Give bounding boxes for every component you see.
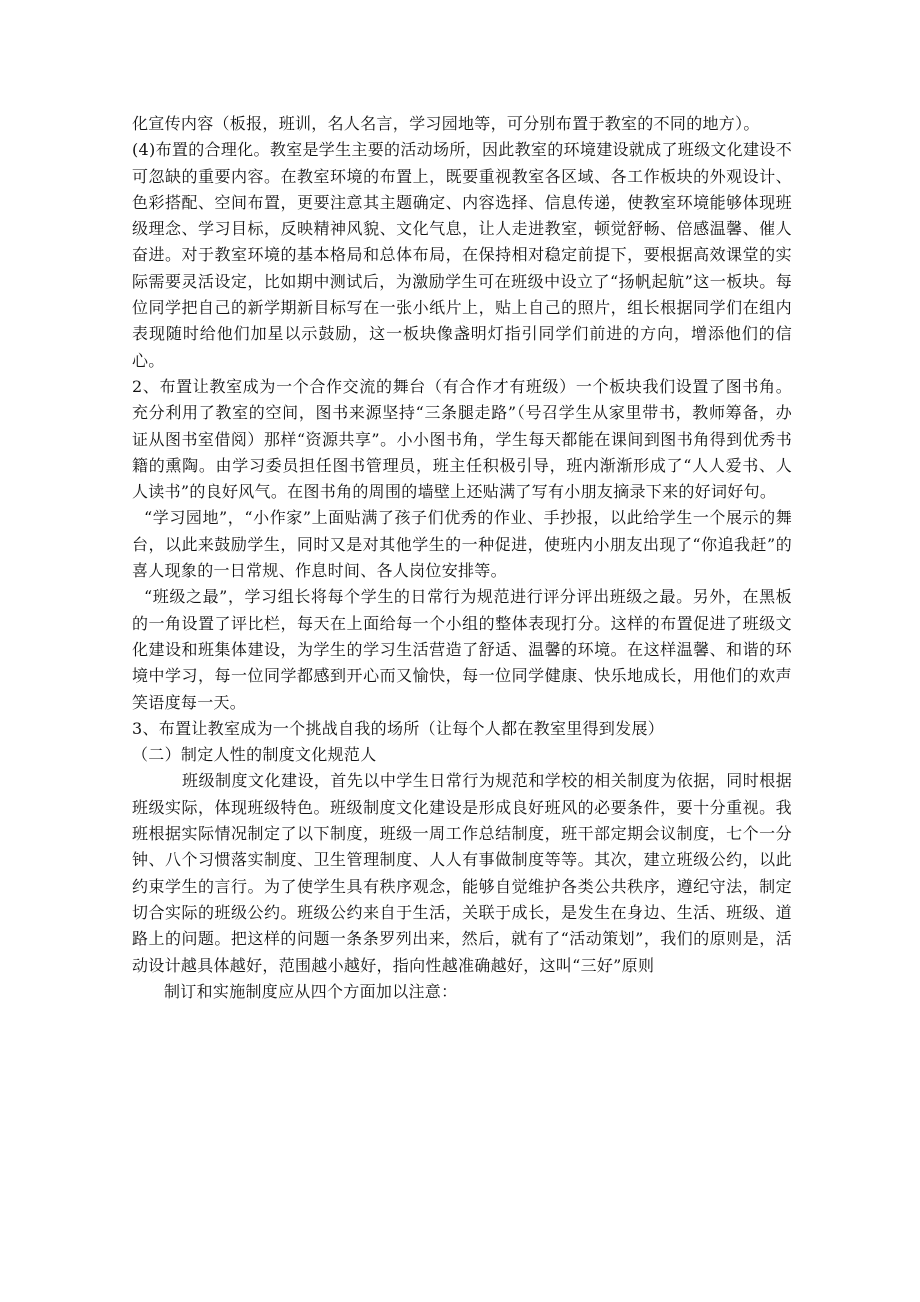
document-body — [132, 111, 792, 1005]
paragraph-continuation: 化宣传内容（板报，班训，名人名言，学习园地等，可分别布置于教室的不同的地方）。 — [132, 114, 760, 133]
paragraph-system-culture: 班级制度文化建设，首先以中学生日常行为规范和学校的相关制度为依据，同时根据班级实际，体现班级特色。班级制度文化建设是形成良好班风的必要条件，要十分重视。我班根据实际情况制定了以下制度，班级一周工作总结制度，班干部定期会议制度，七个一分钟、八个习惯落实制度、卫生管理制度、人人有事做制度等等。其次，建立班级公约，以此约束学生的言行。为了使学生具有秩序观念，能够自觉维护各类公共秩序，遵纪守法，制定切合实际的班级公约。班级公约来自于生活，关联于成长，是发生在身边、生活、班级、道路上的问题。把这样的问题一条条罗列出来，然后，就有了“活动策划”，我们的原则是，活动设计越具体越好，范围越小越好，指向性越准确越好，这叫“三好”原则 — [132, 771, 792, 975]
paragraph-class-best: “班级之最”，学习组长将每个学生的日常行为规范进行评分评出班级之最。另外，在黑板的一角设置了评比栏，每天在上面给每一个小组的整体表现打分。这样的布置促进了班级文化建设和班集体建设，为学生的学习生活营造了舒适、温馨的环境。在这样温馨、和谐的环境中学习，每一位同学都感到开心而又愉快，每一位同学健康、快乐地成长，用他们的欢声笑语度每一天。 — [132, 587, 792, 712]
paragraph-reading-corner: 2、布置让教室成为一个合作交流的舞台（有合作才有班级）一个板块我们设置了图书角。充分利用了教室的空间，图书来源坚持“三条腿走路”（号召学生从家里带书，教师筹备，办证从图书室借阅）那样“资源共享”。小小图书角，学生每天都能在课间到图书角得到优秀书籍的熏陶。由学习委员担任图书管理员，班主任积极引导，班内渐渐形成了“人人爱书、人人读书”的良好风气。在图书角的周围的墙壁上还贴满了写有小朋友摘录下来的好词好句。 — [132, 376, 792, 502]
section-heading-system-culture: （二）制定人性的制度文化规范人 — [132, 745, 377, 765]
paragraph-learning-garden: “学习园地”，“小作家”上面贴满了孩子们优秀的作业、手抄报，以此给学生一个展示的舞台，以此来鼓励学生，同时又是对其他学生的一种促进，使班内小朋友出现了“你追我赶”的喜人现象的一日常规、作息时间、各人岗位安排等。 — [132, 508, 792, 581]
paragraph-layout-rationalization: (4)布置的合理化。教室是学生主要的活动场所，因此教室的环境建设就成了班级文化建设不可忽缺的重要内容。在教室环境的布置上，既要重视教室各区域、各工作板块的外观设计、色彩搭配、空间布置，更要注意其主题确定、内容选择、信息传递，使教室环境能够体现班级理念、学习目标，反映精神风貌、文化气息，让人走进教室，顿觉舒畅、倍感温馨、催人奋进。对于教室环境的基本格局和总体布局，在保持相对稳定前提下，要根据高效课堂的实际需要灵活设定，比如期中测试后，为激励学生可在班级中设立了“扬帆起航”这一板块。每位同学把自己的新学期新目标写在一张小纸片上，贴上自己的照片，组长根据同学们在组内表现随时给他们加星以示鼓励，这一板块像盏明灯指引同学们前进的方向，增添他们的信心。 — [132, 140, 792, 370]
paragraph-four-aspects: 制订和实施制度应从四个方面加以注意： — [164, 981, 458, 1001]
paragraph-self-challenge: 3、布置让教室成为一个挑战自我的场所（让每个人都在教室里得到发展） — [132, 718, 665, 738]
